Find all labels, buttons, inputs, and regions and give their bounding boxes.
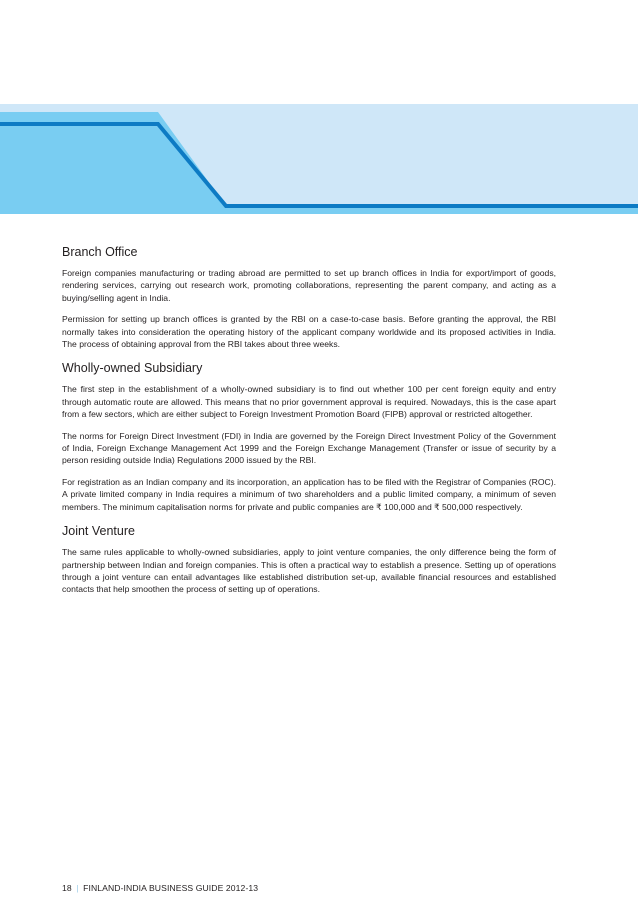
paragraph: Permission for setting up branch offices is granted by the RBI on a case-to-case basis. Before granting the approval, the RBI normally takes into consideration the operating history of the applicant company worldwide and its proposed activities in India. The process of obtaining approval from the RBI takes about three weeks. (62, 314, 556, 350)
paragraph: The same rules applicable to wholly-owned subsidiaries, apply to joint venture companies, the only difference being the form of partnership between Indian and foreign companies. This is often a practical way to establish a presence. Setting up of operations through a joint venture can entail advantages like established distribution set-up, available financial resources and established contacts that help smoothen the process of setting up of operations. (62, 547, 556, 595)
section-heading: Branch Office (62, 245, 138, 259)
header-banner (0, 0, 638, 240)
footer-separator: | (76, 883, 79, 893)
paragraph: Foreign companies manufacturing or trading abroad are permitted to set up branch offices in India for export/import of goods, rendering services, carrying out research work, promoting collaborations, representing the parent company, and acting as a buying/selling agent in India. (62, 268, 556, 303)
section-branch-office (62, 244, 556, 350)
page-content (62, 244, 556, 606)
paragraph: The norms for Foreign Direct Investment (FDI) in India are governed by the Foreign Direct Investment Policy of the Government of India, Foreign Exchange Management Act 1999 and the Foreign Exchange Management (Transfer or issue of security by a person residing outside India) Regulations 2000 issued by the RBI. (62, 430, 556, 466)
section-heading: Joint Venture (62, 524, 135, 539)
section-heading: Wholly-owned Subsidiary (62, 361, 203, 376)
page-number: 18 (62, 883, 72, 893)
paragraph: The first step in the establishment of a wholly-owned subsidiary is to find out whether 100 per cent foreign equity and entry through automatic route are allowed. This means that no prior government approval is required. Nowadays, this is the case apart from a few sectors, which are either subject to Foreign Investment Promotion Board (FIPB) approval or restricted altogether. (62, 384, 556, 420)
section-joint-venture (62, 523, 556, 596)
section-wholly-owned-subsidiary (62, 360, 556, 513)
paragraph: For registration as an Indian company and its incorporation, an application has to be filed with the Registrar of Companies (ROC). A private limited company in India requires a minimum of two shareholders and a public limited company, a minimum of seven members. The minimum capitalisation norms for private and public companies are ₹ 100,000 and ₹ 500,000 respectively. (62, 476, 556, 512)
page-footer (62, 883, 258, 893)
footer-title: FINLAND-INDIA BUSINESS GUIDE 2012-13 (83, 883, 259, 893)
